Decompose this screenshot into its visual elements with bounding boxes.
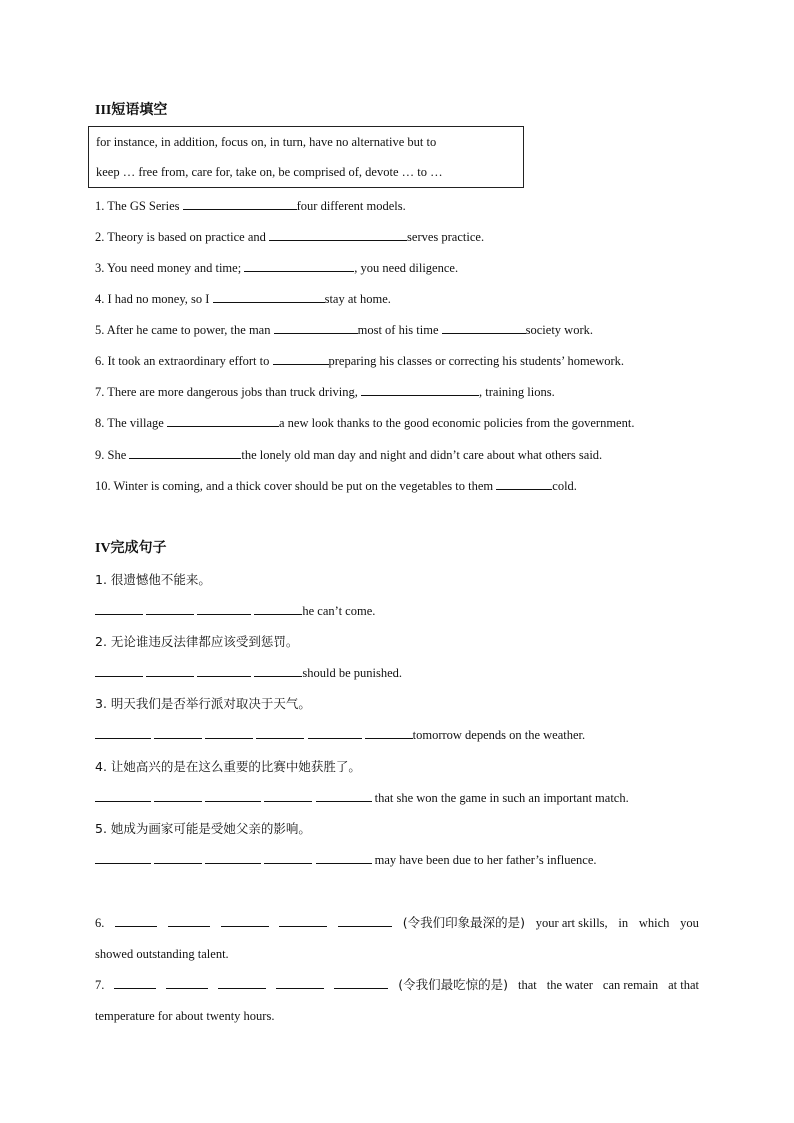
sentence-text: your art skills, — [535, 916, 608, 930]
question-text: 6. It took an extraordinary effort to — [95, 354, 273, 368]
answer-blank[interactable] — [205, 790, 261, 802]
question-text: , you need diligence. — [354, 261, 459, 275]
sentence-1-chinese: 1. 很遗憾他不能来。 — [95, 572, 211, 587]
answer-blank[interactable] — [361, 384, 479, 396]
answer-blank[interactable] — [166, 977, 208, 989]
answer-blank[interactable] — [496, 478, 552, 490]
answer-blank[interactable] — [197, 603, 251, 615]
answer-blank[interactable] — [334, 977, 388, 989]
question-text: , training lions. — [479, 385, 555, 399]
sentence-6-line-1 — [95, 915, 699, 931]
answer-blank[interactable] — [95, 603, 143, 615]
question-text: 5. After he came to power, the man — [95, 323, 274, 337]
sentence-number: 7. — [95, 978, 105, 992]
answer-blank[interactable] — [154, 727, 202, 739]
answer-blank[interactable] — [254, 665, 302, 677]
answer-blank[interactable] — [95, 790, 151, 802]
question-2 — [95, 229, 702, 245]
question-7 — [95, 384, 702, 400]
question-text: serves practice. — [407, 230, 485, 244]
question-4 — [95, 291, 702, 307]
question-text: society work. — [525, 323, 593, 337]
answer-blank[interactable] — [221, 915, 269, 927]
question-9 — [95, 447, 702, 463]
sentence-6 — [95, 915, 699, 962]
question-text: 10. Winter is coming, and a thick cover should be put on the vegetables to them — [95, 479, 497, 493]
answer-blank[interactable] — [114, 977, 156, 989]
sentence-text: that — [518, 978, 537, 992]
answer-blank[interactable] — [154, 790, 202, 802]
question-text: stay at home. — [324, 292, 391, 306]
answer-blank[interactable] — [95, 727, 151, 739]
sentence-4-chinese: 4. 让她高兴的是在这么重要的比赛中她获胜了。 — [95, 759, 361, 774]
answer-blank[interactable] — [244, 260, 354, 272]
answer-blank[interactable] — [279, 915, 327, 927]
answer-blank[interactable] — [213, 291, 325, 303]
sentence-2-answer — [95, 665, 702, 681]
sentence-text: should be punished. — [302, 666, 403, 680]
question-text: 4. I had no money, so I — [95, 292, 213, 306]
question-8 — [95, 415, 702, 431]
answer-blank[interactable] — [129, 447, 241, 459]
question-text: cold. — [552, 479, 577, 493]
answer-blank[interactable] — [308, 727, 362, 739]
sentence-1-answer — [95, 603, 702, 619]
answer-blank[interactable] — [264, 852, 312, 864]
question-text: preparing his classes or correcting his students’ homework. — [328, 354, 625, 368]
sentence-text: at that — [668, 978, 699, 992]
section-3-heading: III短语填空 — [95, 103, 168, 118]
section-4-heading: IV完成句子 — [95, 541, 167, 556]
answer-blank[interactable] — [365, 727, 413, 739]
answer-blank[interactable] — [269, 229, 407, 241]
chinese-hint: (令我们最吃惊的是) — [398, 977, 509, 992]
question-text: most of his time — [357, 323, 442, 337]
sentence-7-line-1 — [95, 977, 699, 993]
answer-blank[interactable] — [442, 322, 526, 334]
sentence-5-answer — [95, 852, 702, 868]
answer-blank[interactable] — [264, 790, 312, 802]
answer-blank[interactable] — [316, 852, 372, 864]
sentence-5-chinese: 5. 她成为画家可能是受她父亲的影响。 — [95, 821, 311, 836]
question-text: 9. She — [95, 448, 130, 462]
sentence-text: may have been due to her father’s influence. — [371, 853, 597, 867]
sentence-2-chinese: 2. 无论谁违反法律都应该受到惩罚。 — [95, 634, 299, 649]
sentence-3-answer — [95, 727, 702, 743]
answer-blank[interactable] — [276, 977, 324, 989]
sentence-text: in — [618, 916, 629, 930]
question-5 — [95, 322, 702, 338]
answer-blank[interactable] — [167, 415, 279, 427]
question-text: a new look thanks to the good economic policies from the government. — [278, 416, 635, 430]
answer-blank[interactable] — [146, 665, 194, 677]
question-text: four different models. — [296, 199, 406, 213]
chinese-hint: (令我们印象最深的是) — [402, 915, 526, 930]
sentence-6-line-2: showed outstanding talent. — [95, 947, 229, 961]
answer-blank[interactable] — [197, 665, 251, 677]
answer-blank[interactable] — [256, 727, 304, 739]
phrase-bank-line-1: for instance, in addition, focus on, in turn, have no alternative but to — [96, 135, 437, 149]
question-text: the lonely old man day and night and didn’t care about what others said. — [241, 448, 603, 462]
sentence-4-answer — [95, 790, 702, 806]
sentence-3-chinese: 3. 明天我们是否举行派对取决于天气。 — [95, 696, 311, 711]
question-6 — [95, 353, 702, 369]
answer-blank[interactable] — [115, 915, 157, 927]
answer-blank[interactable] — [95, 665, 143, 677]
answer-blank[interactable] — [205, 852, 261, 864]
answer-blank[interactable] — [338, 915, 392, 927]
sentence-text: he can’t come. — [302, 604, 376, 618]
sentence-number: 6. — [95, 916, 105, 930]
answer-blank[interactable] — [154, 852, 202, 864]
answer-blank[interactable] — [316, 790, 372, 802]
phrase-bank-box — [88, 126, 524, 188]
sentence-text: tomorrow depends on the weather. — [412, 728, 586, 742]
answer-blank[interactable] — [95, 852, 151, 864]
question-text: 8. The village — [95, 416, 167, 430]
question-3 — [95, 260, 702, 276]
question-text: 1. The GS Series — [95, 199, 183, 213]
answer-blank[interactable] — [218, 977, 266, 989]
answer-blank[interactable] — [168, 915, 210, 927]
answer-blank[interactable] — [254, 603, 302, 615]
question-text: 7. There are more dangerous jobs than truck driving, — [95, 385, 362, 399]
answer-blank[interactable] — [205, 727, 253, 739]
answer-blank[interactable] — [274, 322, 358, 334]
answer-blank[interactable] — [146, 603, 194, 615]
sentence-text: can remain — [602, 978, 659, 992]
sentence-text: which — [638, 916, 670, 930]
question-10 — [95, 478, 702, 494]
sentence-7 — [95, 977, 699, 1024]
question-1 — [95, 198, 702, 214]
phrase-bank-line-2: keep … free from, care for, take on, be comprised of, devote … to … — [96, 165, 443, 179]
question-text: 3. You need money and time; — [95, 261, 245, 275]
sentence-text: you — [680, 916, 699, 930]
answer-blank[interactable] — [183, 198, 297, 210]
answer-blank[interactable] — [273, 353, 329, 365]
sentence-text: the water — [546, 978, 593, 992]
sentence-text: that she won the game in such an important match. — [371, 791, 629, 805]
question-text: 2. Theory is based on practice and — [95, 230, 270, 244]
sentence-7-line-2: temperature for about twenty hours. — [95, 1009, 275, 1023]
